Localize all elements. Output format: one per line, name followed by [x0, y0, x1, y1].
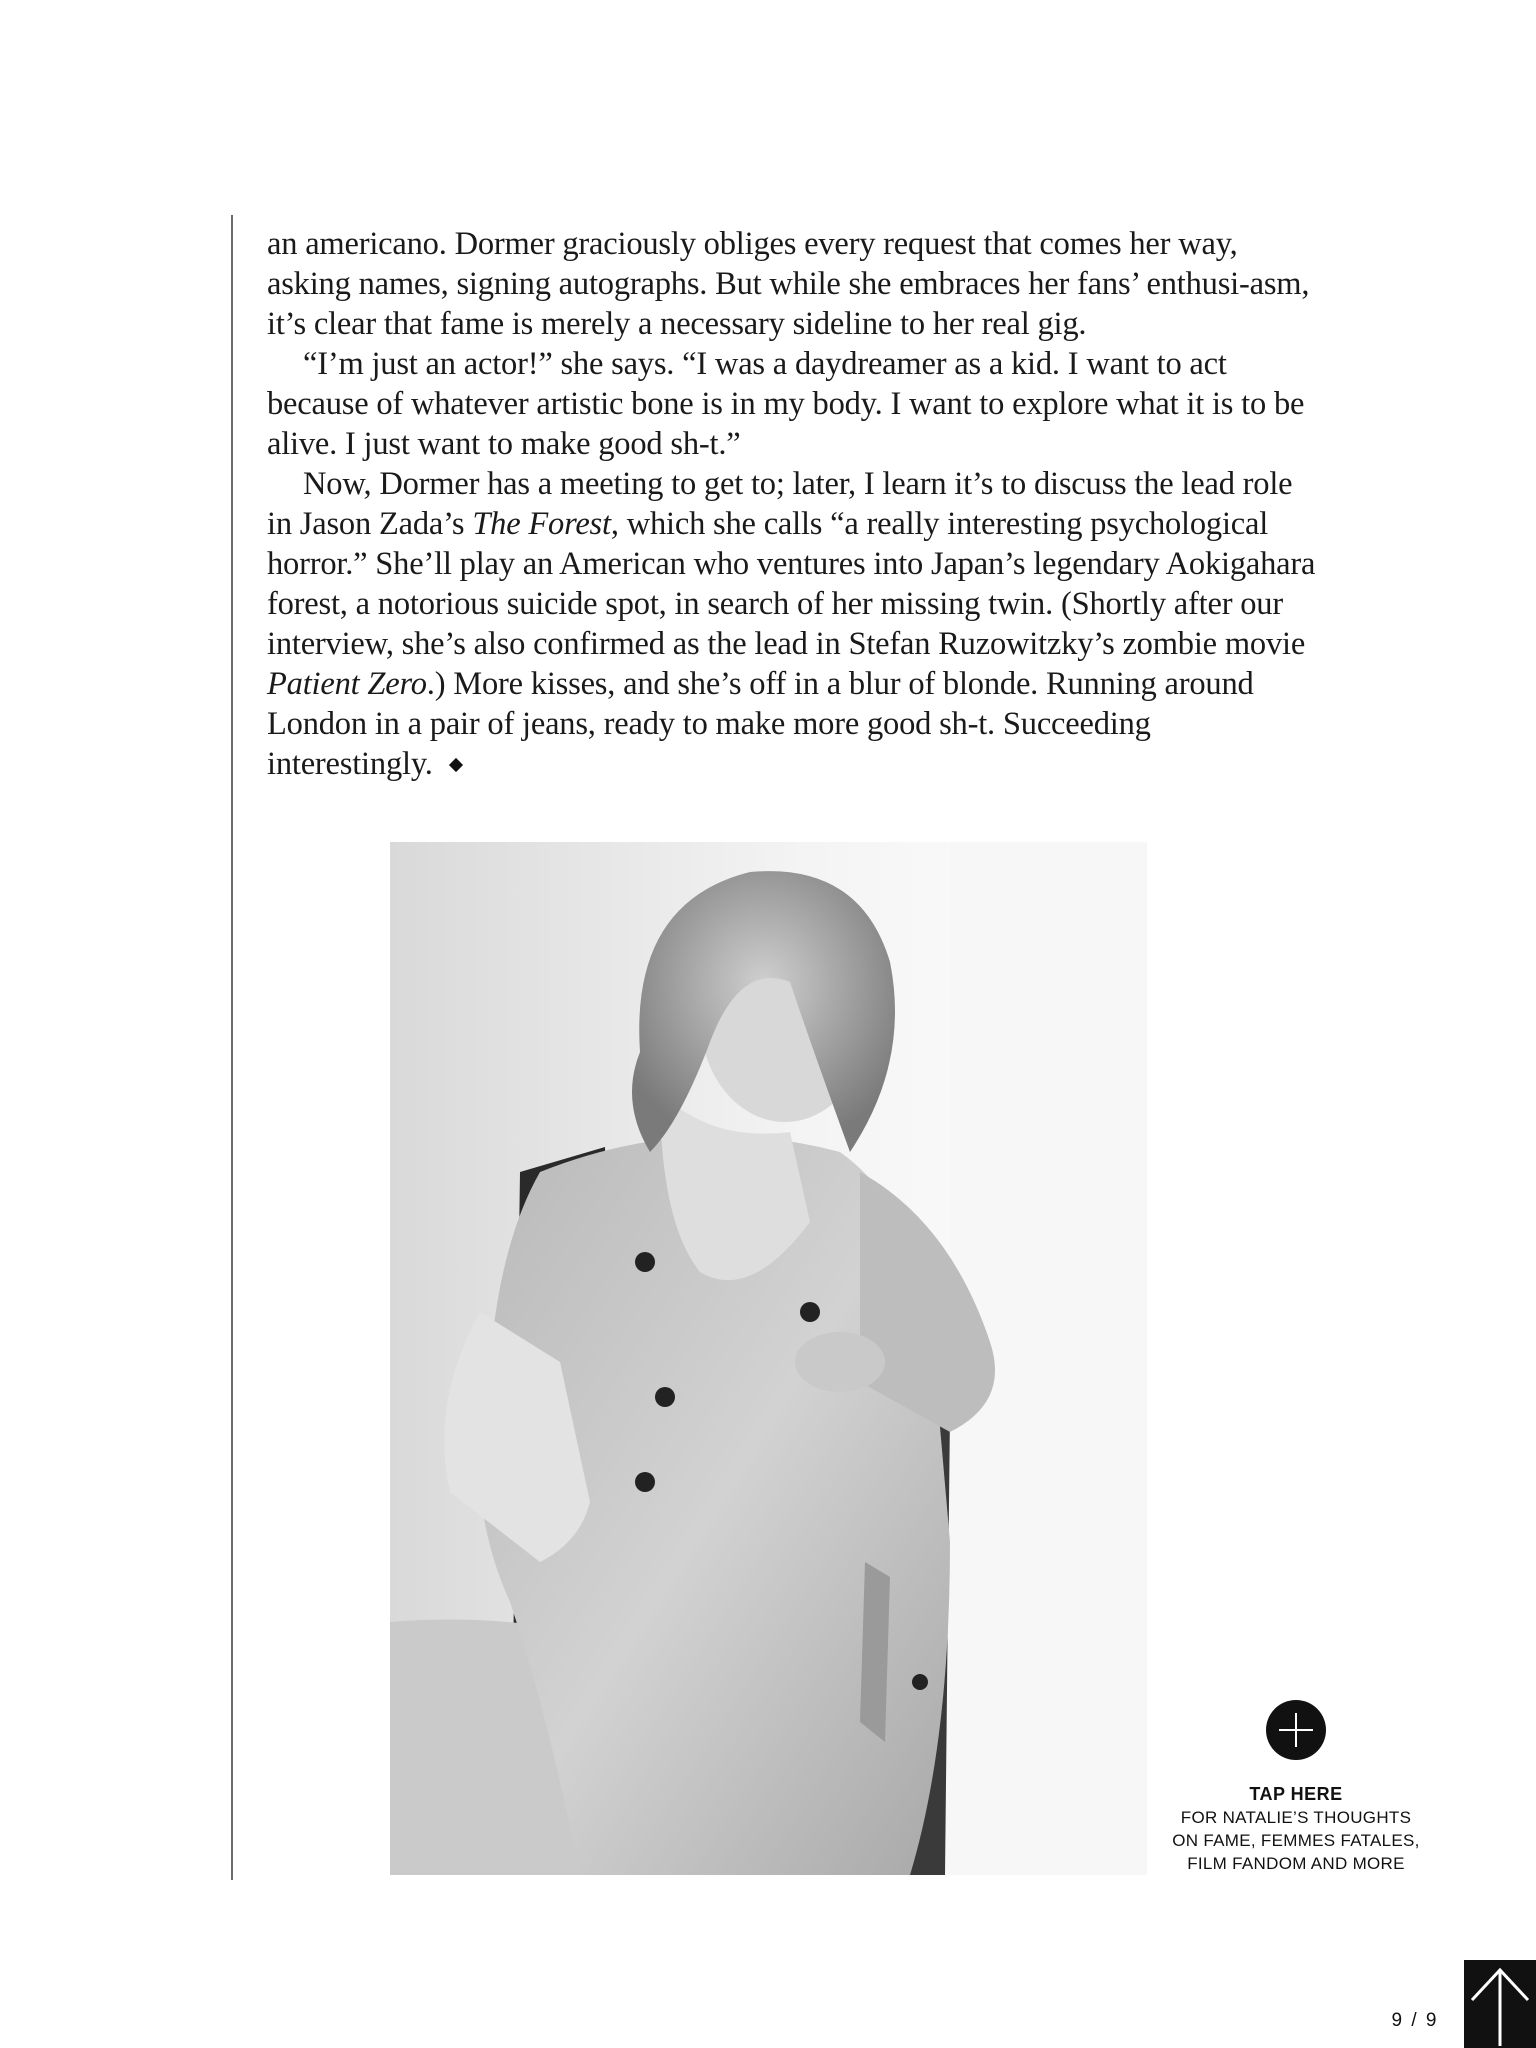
- paragraph-1: an americano. Dormer graciously obliges every request that comes her way, asking names, signing autographs. But while she embraces her fans’ enthusi-asm, it’s clear that fame is merely a necessary sideline to her real gig.: [267, 226, 1310, 342]
- portrait-photo: [390, 842, 1147, 1875]
- film-title-the-forest: The Forest: [472, 506, 611, 542]
- end-of-article-mark: [449, 758, 463, 772]
- tap-here-line-1: FOR NATALIE’S THOUGHTS: [1180, 1808, 1412, 1827]
- paragraph-3: [267, 464, 1317, 784]
- plus-icon[interactable]: [1266, 1700, 1326, 1760]
- paragraph-3-text-c: .) More kisses, and she’s off in a blur of blonde. Running around London in a pair of jeans, ready to make more good sh-t. Succeeding interestingly.: [267, 666, 1254, 782]
- tap-here-line-3: FILM FANDOM AND MORE: [1187, 1854, 1405, 1873]
- film-title-patient-zero: Patient Zero: [267, 666, 427, 702]
- back-to-top-button[interactable]: [1464, 1960, 1536, 2048]
- tap-here-line-2: ON FAME, FEMMES FATALES,: [1172, 1831, 1420, 1850]
- page-number: 9 / 9: [1391, 2010, 1439, 2031]
- tap-here-callout[interactable]: [1160, 1700, 1432, 1875]
- article-body: [267, 224, 1317, 784]
- column-rule: [231, 215, 233, 1880]
- paragraph-3-text-a: Now, Dormer has a meeting to get to; later, I learn it’s to discuss the lead role in Jason Zada’s: [267, 466, 1293, 542]
- tap-here-title: TAP HERE: [1249, 1784, 1343, 1804]
- paragraph-3-text-b: , which she calls “a really interesting psychological horror.” She’ll play an American who ventures into Japan’s legendary Aokigahara forest, a notorious suicide spot, in search of her missing twin. (Shortly after our interview, she’s also confirmed as the lead in Stefan Ruzowitzky’s zombie movie: [267, 506, 1316, 662]
- arrow-up-icon: [1464, 1960, 1536, 2048]
- paragraph-2: “I’m just an actor!” she says. “I was a daydreamer as a kid. I want to act because of whatever artistic bone is in my body. I want to explore what it is to be alive. I just want to make good sh-t.”: [267, 346, 1305, 462]
